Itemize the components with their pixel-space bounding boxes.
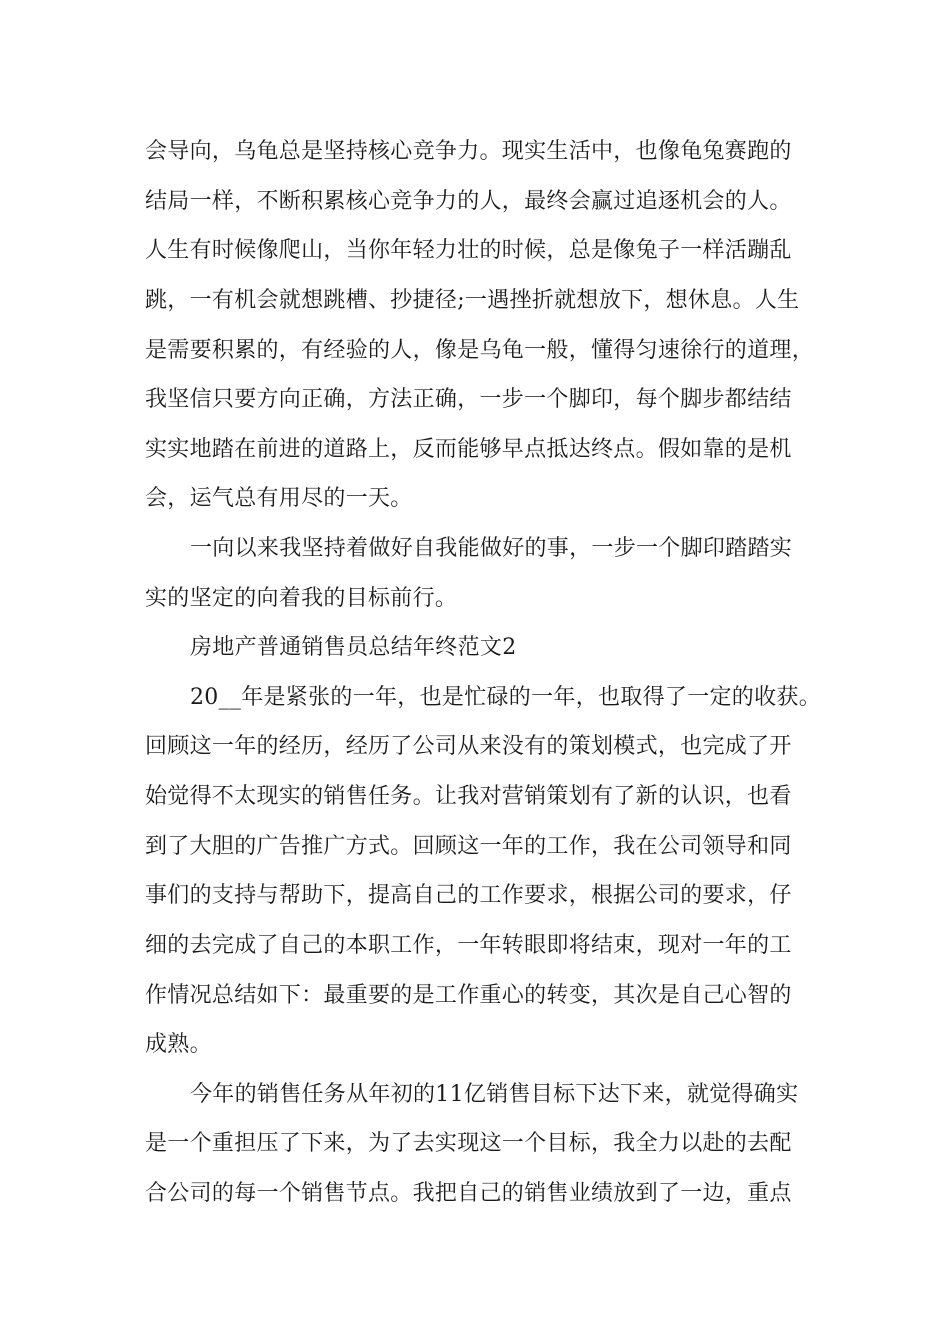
text-line: 人生有时候像爬山，当你年轻力壮的时候，总是像兔子一样活蹦乱: [145, 238, 792, 263]
paragraph-start: 20__年是紧张的一年，也是忙碌的一年，也取得了一定的收获。: [190, 685, 821, 710]
paragraph-start: 今年的销售任务从年初的11亿销售目标下达下来，就觉得确实: [190, 1082, 799, 1107]
text-line: 跳，一有机会就想跳槽、抄捷径;一遇挫折就想放下，想休息。人生: [145, 288, 800, 313]
text-line: 实实地踏在前进的道路上，反而能够早点抵达终点。假如靠的是机: [145, 437, 792, 462]
text-line: 回顾这一年的经历，经历了公司从来没有的策划模式，也完成了开: [145, 734, 792, 759]
text-line: 实的坚定的向着我的目标前行。: [145, 586, 458, 611]
text-line: 成熟。: [145, 1032, 212, 1057]
text-line: 始觉得不太现实的销售任务。让我对营销策划有了新的认识，也看: [145, 784, 792, 809]
text-line: 作情况总结如下：最重要的是工作重心的转变，其次是自己心智的: [145, 983, 792, 1008]
text-line: 合公司的每一个销售节点。我把自己的销售业绩放到了一边，重点: [145, 1181, 792, 1206]
text-line: 细的去完成了自己的本职工作，一年转眼即将结束，现对一年的工: [145, 933, 792, 958]
text-line: 是需要积累的，有经验的人，像是乌龟一般，懂得匀速徐行的道理，: [145, 338, 815, 363]
text-line: 是一个重担压了下来，为了去实现这一个目标，我全力以赴的去配: [145, 1131, 792, 1156]
paragraph-start: 一向以来我坚持着做好自我能做好的事，一步一个脚印踏踏实: [190, 536, 793, 561]
text-line: 到了大胆的广告推广方式。回顾这一年的工作，我在公司领导和同: [145, 834, 792, 859]
text-line: 会导向，乌龟总是坚持核心竞争力。现实生活中，也像龟兔赛跑的: [145, 139, 792, 164]
text-line: 会，运气总有用尽的一天。: [145, 486, 413, 511]
text-line: 我坚信只要方向正确，方法正确，一步一个脚印，每个脚步都结结: [145, 387, 792, 412]
text-line: 结局一样，不断积累核心竞争力的人，最终会赢过追逐机会的人。: [145, 189, 792, 214]
text-line: 事们的支持与帮助下，提高自己的工作要求，根据公司的要求，仔: [145, 883, 792, 908]
section-heading: 房地产普通销售员总结年终范文2: [190, 635, 517, 660]
